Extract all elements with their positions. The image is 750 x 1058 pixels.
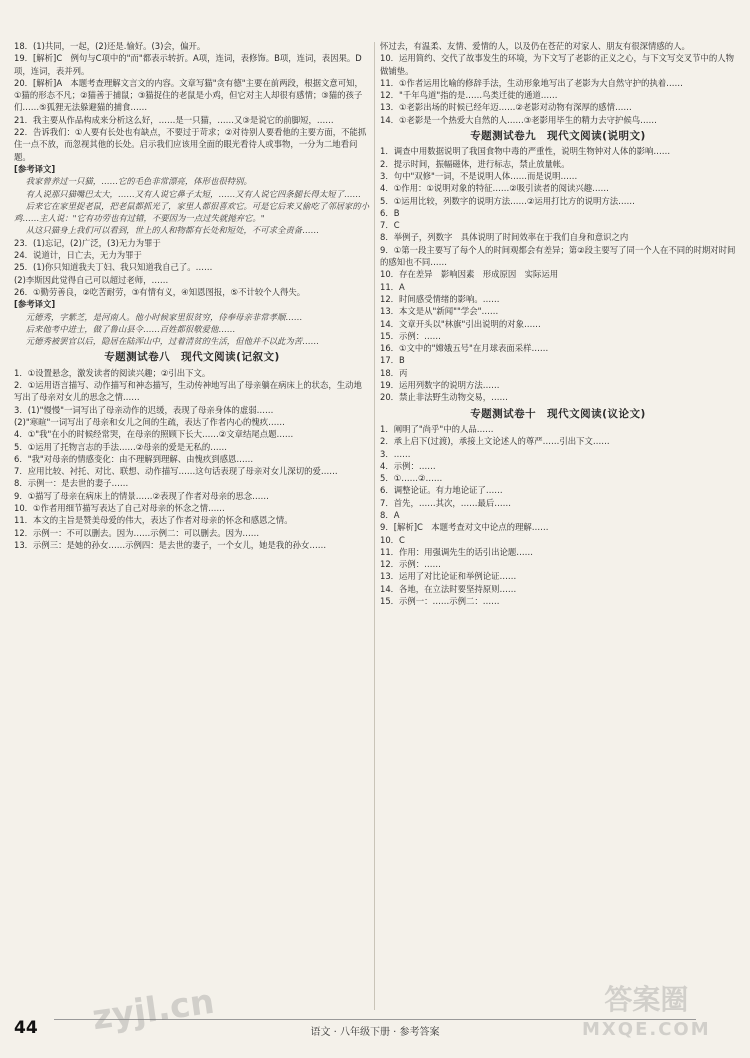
answer-item: 22．告诉我们：①人要有长处也有缺点，不要过于苛求；②对待别人要看他的主要方面，不能抓住一点不放，而忽视其他的长处。启示我们应该用全面的眼光看待人或事物，一分为二地看问题。 bbox=[14, 127, 367, 162]
answer-item: 12．"千年鸟道"指的是……鸟类迁徙的通道…… bbox=[380, 90, 558, 101]
answer-item: 12．示例：…… bbox=[380, 559, 441, 570]
answer-item: 7．首先，……其次，……最后…… bbox=[380, 497, 511, 508]
answer-item: 11．A bbox=[380, 281, 405, 292]
answer-item: 3．句中"双修"一词，不是说明人体……而是说明…… bbox=[380, 170, 578, 181]
answer-item: 6．调整论证。有力地论证了…… bbox=[380, 485, 503, 496]
answer-item: 20．[解析]A 本题考查理解文言文的内容。文章写猫"贪有德"主要在前两段，根据文意可知，①猫的形态不凡；②猫善于捕鼠；③猫捉住的老鼠是小鸡，但它对主人却很有感情；③猫的孩子们……⑤狐狸无法躲避猫的捕食…… bbox=[14, 77, 363, 113]
answer-item: 12．示例一：不可以删去。因为……示例二：可以删去。因为…… bbox=[14, 527, 260, 538]
answer-item: 2．提示时间，振幅磁体，进行标志，禁止放量帐。 bbox=[380, 158, 570, 169]
page-footer bbox=[14, 1016, 736, 1040]
answer-item: 6．B bbox=[380, 207, 400, 218]
answer-item: 4．①"我"在小的时候经常哭，在母亲的照顾下长大……②文章结尾点题…… bbox=[14, 429, 294, 440]
translation-paragraph: 后来他考中进士，做了鲁山县令……百姓都很敬爱他…… bbox=[25, 323, 236, 334]
answer-item: 10．①作者用细节描写表达了自己对母亲的怀念之情…… bbox=[14, 502, 225, 513]
watermark-right-top: 答案圈 bbox=[604, 983, 689, 1016]
answer-item: 18．丙 bbox=[380, 367, 408, 378]
answer-item: 25．(1)你只知道我夫丁妇、我只知道我自己了。…… bbox=[14, 262, 213, 273]
answer-item: 13．运用了对比论证和举例论证…… bbox=[380, 571, 517, 582]
answer-item: (2)"寒暄"一词写出了母亲和女儿之间的生疏，表达了作者内心的愧疚…… bbox=[14, 416, 285, 427]
left-column bbox=[14, 40, 370, 1010]
translation-paragraph: 从这只猫身上我们可以看到，世上的人和物都有长处和短处，不可求全责备…… bbox=[25, 225, 319, 236]
answer-item: 5．①运用比较，列数字的说明方法……②运用打比方的说明方法…… bbox=[380, 195, 635, 206]
answer-item: 8．A bbox=[380, 509, 400, 520]
translation-paragraph: 我家曾养过一只猫，……它的毛色非常漂亮，体形也很特别。 bbox=[25, 176, 252, 187]
answer-item: 17．B bbox=[380, 355, 405, 366]
page-number: 44 bbox=[14, 1018, 38, 1038]
answer-item: 9．①第一段主要写了每个人的时间观都会有差异；第②段主要写了同一个人在不同的时期对时间的感知也不同…… bbox=[380, 244, 736, 268]
answer-item: 10．存在差异 影响因素 形成原因 实际运用 bbox=[380, 269, 559, 280]
watermark-left: zyjl.cn bbox=[89, 981, 217, 1039]
answer-item: 8．示例一：是去世的妻子…… bbox=[14, 478, 129, 489]
answer-item: 1．调查中用数据说明了我国食物中毒的严重性，说明生物钟对人体的影响…… bbox=[380, 146, 671, 157]
answer-item: 5．①运用了托物言志的手法……②母亲的爱是无私的…… bbox=[14, 441, 227, 452]
answer-item: 2．承上启下(过渡)，承接上文论述人的尊严……引出下文…… bbox=[380, 436, 610, 447]
translation-paragraph: 元德秀被罢官以后，隐居在陆浑山中，过着清贫的生活，但他并不以此为苦…… bbox=[25, 336, 319, 347]
translation-paragraph: 后来它在家里捉老鼠，把老鼠都抓光了，家里人都很喜欢它。可是它后来又偷吃了邻居家的小鸡……主人说："它有功劳也有过错，不要因为一点过失就抛弃它。" bbox=[14, 200, 370, 224]
answer-item: 8．举例子，列数字 具体说明了时间效率在于我们自身和意识之内 bbox=[380, 232, 629, 243]
answer-item: 23．(1)忘记，(2)广泛，(3)无力为罪于 bbox=[14, 237, 161, 248]
answer-item: 2．①运用语言描写、动作描写和神态描写，生动传神地写出了母亲躺在病床上的状态，生动地写出了母亲对女儿的思念之情…… bbox=[14, 380, 362, 403]
answer-item: 1．①设置悬念，激发读者的阅读兴趣；②引出下文。 bbox=[14, 367, 211, 378]
section-title: 专题测试卷九 现代文阅读(说明文) bbox=[470, 130, 646, 143]
translation-heading: [参考译文] bbox=[14, 299, 56, 310]
answer-item: 1．阐明了"尚乎"中的人品…… bbox=[380, 423, 494, 434]
answer-item: 19．运用列数字的说明方法…… bbox=[380, 380, 500, 391]
answer-item: 7．应用比较、衬托、对比、联想、动作描写……这句话表现了母亲对女儿深切的爱…… bbox=[14, 466, 338, 477]
answer-item: 20．禁止非法野生动物交易，…… bbox=[380, 392, 508, 403]
answer-item: 18．(1)共同，一起，(2)还是.愉好。(3)会，偏开。 bbox=[14, 41, 206, 51]
answer-item: 11．作用：用强调先生的话引出论题…… bbox=[380, 546, 534, 557]
right-column bbox=[380, 40, 736, 1010]
answer-item: 4．①作用：①说明对象的特征……②吸引读者的阅读兴趣…… bbox=[380, 183, 609, 194]
section-title: 专题测试卷八 现代文阅读(记叙文) bbox=[104, 351, 280, 364]
answer-item: 怀过去，有温柔、友情、爱情的人，以及仍在苍茫的对家人、朋友有很深情感的人。 bbox=[380, 41, 690, 51]
answer-item: 9．①描写了母亲在病床上的情景……②表现了作者对母亲的思念…… bbox=[14, 490, 269, 501]
answer-item: 10．C bbox=[380, 534, 405, 545]
answer-item: 13．①老影出场的时候已经年迈……②老影对动物有深厚的感情…… bbox=[380, 102, 632, 113]
answer-item: 15．示例：…… bbox=[380, 330, 441, 341]
answer-item: 3．(1)"慢慢"一词写出了母亲动作的迟缓，表现了母亲身体的虚弱…… bbox=[14, 404, 274, 415]
answer-item: 14．文章开头以"林旗"引出说明的对象…… bbox=[380, 318, 541, 329]
answer-item: (2)李斯因此觉得自己可以超过老师，…… bbox=[14, 274, 169, 285]
answer-item: 10．运用简约、交代了故事发生的环境，为下文写了老影的正义之心，与下文写交叉节中的人物做铺垫。 bbox=[380, 53, 735, 76]
answer-item: 12．时间感受情绪的影响。…… bbox=[380, 293, 500, 304]
answer-item: 11．①作者运用比喻的修辞手法，生动形象地写出了老影为大自然守护的执着…… bbox=[380, 77, 683, 88]
footer-label: 语文 · 八年级下册 · 参考答案 bbox=[54, 1019, 696, 1038]
answer-item: 13．示例三：是她的孙女……示例四：是去世的妻子，一个女儿，她是我的孙女…… bbox=[14, 539, 327, 550]
answer-item: 7．C bbox=[380, 220, 400, 231]
answer-item: 26．①勤劳善良，②吃苦耐劳，③有情有义，④知恩图报，⑤不计较个人得失。 bbox=[14, 286, 306, 297]
answer-item: 3．…… bbox=[380, 448, 411, 459]
translation-heading: [参考译文] bbox=[14, 163, 56, 174]
answer-item: 16．①文中的"嫦娥五号"在月球表面采样…… bbox=[380, 343, 549, 354]
answer-item: 24．说道计，日亡去，无力为罪于 bbox=[14, 250, 142, 261]
answer-item: 21．我主要从作品构成来分析这么好，……是一只猫，……又③是说它的前脚短，…… bbox=[14, 114, 334, 125]
answer-item: 4．示例：…… bbox=[380, 460, 436, 471]
answer-item: 6．"我"对母亲的情感变化：由不理解到理解、由愧疚到感恩…… bbox=[14, 453, 254, 464]
translation-paragraph: 有人说那只猫嘴巴太大，……又有人说它鼻子太短，……又有人说它四条腿长得太短了…… bbox=[25, 188, 361, 199]
translation-paragraph: 元德秀，字紫芝，是河南人。他小时候家里很贫穷，侍奉母亲非常孝顺…… bbox=[25, 311, 303, 322]
answer-item: 9．[解析]C 本题考查对文中论点的理解…… bbox=[380, 522, 549, 533]
answer-item: 11．本文的主旨是赞美母爱的伟大，表达了作者对母亲的怀念和感恩之情。 bbox=[14, 515, 293, 526]
answer-item: 14．各地，在立法时要坚持原则…… bbox=[380, 583, 517, 594]
watermark-right-bottom: MXQE.COM bbox=[582, 1019, 711, 1040]
answer-item: 19．[解析]C 例句与C项中的"而"都表示转折。A项，连词，表修饰。B项，连词，表因果。D项，连词，表并列。 bbox=[14, 53, 362, 76]
answer-item: 13．本文是从"新闻""学会"…… bbox=[380, 306, 499, 317]
section-title: 专题测试卷十 现代文阅读(议论文) bbox=[470, 407, 646, 420]
answer-page bbox=[14, 40, 736, 1010]
answer-item: 15．示例一：……示例二：…… bbox=[380, 596, 500, 607]
answer-item: 5．①……②…… bbox=[380, 473, 443, 484]
answer-item: 14．①老影是一个热爱大自然的人……③老影用毕生的精力去守护候鸟…… bbox=[380, 114, 657, 125]
